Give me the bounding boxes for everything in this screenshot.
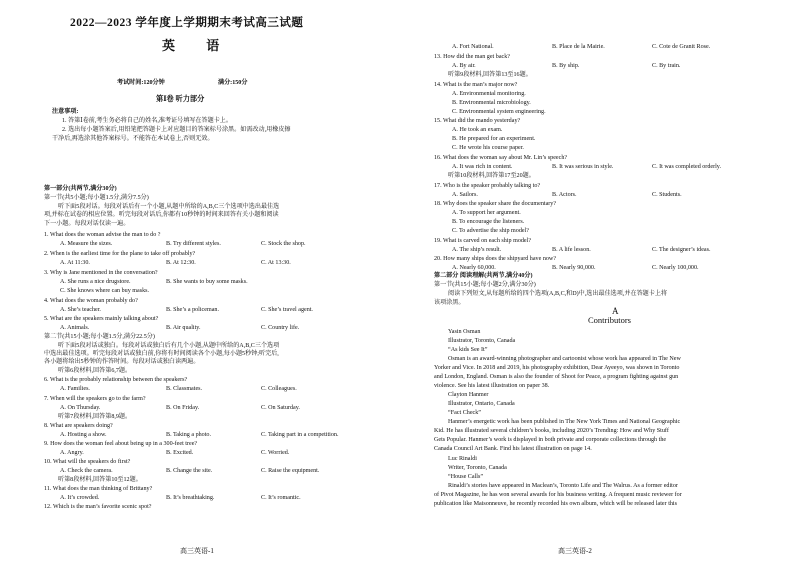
q13-option-c: C. By train. [652,63,681,69]
question-20: 20. How many ships does the shipyard have now? [434,256,557,262]
passage-letter: A [612,306,619,316]
q7-option-c: C. On Saturday. [261,405,300,411]
contributor-2-bio-2: Kid. He has illustrated several children’s books, including 2020’s Trending: How and Why Stuff [434,428,669,434]
section2-instructions: 听下面5段对话或独白。每段对话或独白后有几个小题,从题中所给的A,B,C三个选项 [58,343,280,349]
q1-option-c: C. Stock the shop. [261,241,306,247]
q4-option-c: C. She’s travel agent. [261,307,313,313]
question-4: 4. What does the woman probably do? [44,298,138,304]
q3-option-b: B. She wants to buy some masks. [166,279,248,285]
section2-instructions-2: 中选出最佳选项。听完每段对话或独白前,你将有时间阅读各个小题,每小题5秒钟;听完后, [44,351,279,357]
q7-option-a: A. On Thursday. [60,405,101,411]
q9-option-c: C. Worried. [261,450,290,456]
part2-instructions-2: 该项涂黑。 [434,300,465,306]
q11-option-b: B. It’s breathtaking. [166,495,215,501]
q6-option-b: B. Classmates. [166,386,203,392]
q19-option-c: C. The designer’s ideas. [652,247,711,253]
q12-option-b: B. Place de la Mairie. [552,44,605,50]
q13-option-a: A. By air. [452,63,476,69]
q18-option-c: C. To advertise the ship model? [452,228,529,234]
q10-option-a: A. Check the camera. [60,468,113,474]
q17-option-a: A. Sailors. [452,192,478,198]
q11-option-a: A. It’s crowded. [60,495,100,501]
q18-option-b: B. To encourage the listeners. [452,219,525,225]
q10-option-b: B. Change the site. [166,468,213,474]
q14-option-b: B. Environmental microbiology. [452,100,531,106]
question-11: 11. What does the man thinking of Brittany? [44,486,153,492]
question-15: 15. What did the mando yesterday? [434,118,521,124]
q12-option-c: C. Cote de Granit Rose. [652,44,711,50]
note-2: 2. 选出每小题答案后,用铅笔把答题卡上对应题目的答案标号涂黑。如需改动,用橡皮擦 [62,127,291,133]
contributor-2-location: Illustrator, Ontario, Canada [448,401,515,407]
q9-option-b: B. Excited. [166,450,194,456]
q2-option-a: A. At 11:30. [60,260,90,266]
contributor-2-bio-4: Canada Council Art Bank. Find his latest illustration on page 14. [434,446,592,452]
contributor-2-bio-3: Gets Popular. Hanmer’s work is displayed in both private and corporate collections through the [434,437,667,443]
contributor-3-bio-2: of Pivot Magazine, he has won several awards for his business writing. A frequent music reviewer for [434,492,682,498]
q3-option-a: A. She runs a nice drugstore. [60,279,131,285]
section1-sub: 第一节(共5小题;每小题1.5分,满分7.5分) [44,195,149,201]
question-8: 8. What are speakers doing? [44,423,113,429]
q17-option-c: C. Students. [652,192,682,198]
q20-option-c: C. Nearly 100,000. [652,265,699,271]
q20-option-a: A. Nearly 60,000. [452,265,496,271]
contributor-1-bio-2: Yorker and Vice. In 2018 and 2019, his photography exhibition, Dear Ayeeyo, was shown in Toronto [434,365,680,371]
part2-sub: 第一节(共15小题;每小题2分,满分30分) [434,282,536,288]
question-7: 7. When will the speakers go to the farm? [44,396,146,402]
q1-option-b: B. Try different styles. [166,241,221,247]
question-2: 2. When is the earliest time for the plane to take off probably? [44,251,196,257]
passage-title: Contributors [588,315,631,325]
section1-instructions-2: 项,并标在试卷的相应位置。听完每段对话后,你都有10秒钟的时间来回答有关小题和阅读 [44,212,279,218]
material-10-note: 听第10段材料,回答第17至20题。 [448,173,535,179]
q15-option-c: C. He wrote his course paper. [452,145,524,151]
q12-option-a: A. Fort National. [452,44,494,50]
note-1: 1. 答第Ⅰ卷前,考生务必将自己的姓名,准考证号填写在答题卡上。 [62,118,232,124]
part2-heading: 第二部分 阅读理解(共两节,满分40分) [434,273,533,279]
material-9-note: 听第9段材料,回答第13至16题。 [448,72,532,78]
page-footer-right: 高三英语-2 [558,547,592,555]
contributor-3-bio: Rinaldi’s stories have appeared in Maclean’s, Toronto Life and The Walrus. As a former editor [448,483,678,489]
contributor-3-name: Luc Rinaldi [448,456,477,462]
q4-option-b: B. She’s a policeman. [166,307,219,313]
contributor-1-bio-3: and London, England. Osman is also the founder of Shoot for Peace, a program fighting against gun [434,374,679,380]
material-7-note: 听第7段材料,回答第8,9题。 [58,414,132,420]
exam-score: 满分:150分 [218,80,248,86]
page-footer-left: 高三英语-1 [180,547,214,555]
right-page [400,0,794,562]
question-19: 19. What is carved on each ship model? [434,238,532,244]
q7-option-b: B. On Friday. [166,405,200,411]
q11-option-c: C. It’s romantic. [261,495,301,501]
question-10: 10. What will the speakers do first? [44,459,131,465]
q19-option-a: A. The ship’s result. [452,247,502,253]
section1-heading: 第一部分(共两节,满分30分) [44,186,117,192]
q9-option-a: A. Angry. [60,450,84,456]
q16-option-c: C. It was completed orderly. [652,164,721,170]
exam-title: 2022—2023 学年度上学期期末考试高三试题 [70,17,304,29]
notes-title: 注意事项: [52,109,79,115]
q3-option-c: C. She knows where can buy masks. [60,288,150,294]
q2-option-b: B. At 12:30. [166,260,196,266]
contributor-2-bio: Hanmer’s energetic work has been published in The New York Times and National Geographic [448,419,681,425]
q20-option-b: B. Nearly 90,000. [552,265,596,271]
question-16: 16. What does the woman say about Mr. Lin’s speech? [434,155,568,161]
question-5: 5. What are the speakers mainly talking about? [44,316,159,322]
q8-option-a: A. Hosting a show. [60,432,107,438]
q8-option-c: C. Taking part in a competition. [261,432,339,438]
q16-option-b: B. It was serious in style. [552,164,614,170]
note-2-cont: 干净后,再选涂其他答案标号。不能答在本试卷上,否则无效。 [52,136,214,142]
contributor-3-work: “House Calls” [448,474,484,480]
section1-instructions-3: 下一小题。每段对话仅读一遍。 [44,221,130,227]
material-8-note: 听第8段材料,回答第10至12题。 [58,477,142,483]
exam-time: 考试时间:120分钟 [117,80,165,86]
question-12: 12. Which is the man’s favorite scenic spot? [44,504,152,510]
q17-option-b: B. Actors. [552,192,577,198]
contributor-3-location: Writer, Toronto, Canada [448,465,507,471]
part1-title: 第Ⅰ卷 听力部分 [156,95,205,103]
contributor-1-work: “As kids See It” [448,347,488,353]
question-13: 13. How did the man get back? [434,54,510,60]
question-6: 6. What is the probably relationship between the speakers? [44,377,188,383]
q2-option-c: C. At 13:30. [261,260,291,266]
q14-option-a: A. Environmental monitoring. [452,91,526,97]
q15-option-b: B. He prepared for an experiment. [452,136,536,142]
question-1: 1. What does the woman advise the man to do ? [44,232,161,238]
q10-option-c: C. Raise the equipment. [261,468,320,474]
q5-option-a: A. Animals. [60,325,90,331]
contributor-1-bio-4: violence. See his latest illustration on paper 38. [434,383,550,389]
question-9: 9. How does the woman feel about being up in a 300-feet tree? [44,441,198,447]
q1-option-a: A. Measure the sizes. [60,241,113,247]
q6-option-c: C. Colleagues. [261,386,297,392]
part2-instructions: 阅读下列短文,从每题所给的四个选项(A,B,C,和D)中,选出最佳选项,并在答题卡上将 [448,291,668,297]
question-17: 17. Who is the speaker probably talking to? [434,183,541,189]
contributor-1-name: Yasin Osman [448,329,481,335]
q5-option-c: C. Country life. [261,325,300,331]
q5-option-b: B. Air quality. [166,325,201,331]
q16-option-a: A. It was rich in content. [452,164,513,170]
q18-option-a: A. To support her argument. [452,210,521,216]
section1-instructions: 听下面5段对话。每段对话后有一个小题,从题中所给的A,B,C三个选项中选出最佳选 [58,204,280,210]
question-3: 3. Why is Jane mentioned in the conversation? [44,270,158,276]
q19-option-b: B. A life lesson. [552,247,591,253]
q4-option-a: A. She’s teacher. [60,307,101,313]
contributor-3-bio-3: publication like Maisonneuve, he recently recorded his own album, which will be released later this [434,501,677,507]
q14-option-c: C. Environmental system engineering. [452,109,546,115]
contributor-2-work: “Fact Check” [448,410,481,416]
q15-option-a: A. He took an exam. [452,127,503,133]
question-14: 14. What is the man’s major now? [434,82,518,88]
contributor-2-name: Clayton Hanmer [448,392,489,398]
q13-option-b: B. By ship. [552,63,580,69]
subject-title: 英 语 [162,38,234,53]
q6-option-a: A. Families. [60,386,90,392]
section2-sub: 第二节(共15小题;每小题1.5分,满分22.5分) [44,334,155,340]
question-18: 18. Why does the speaker share the documentary? [434,201,557,207]
section2-instructions-3: 各小题将给出5秒钟的作答时间。每段对话或独白读两遍。 [44,359,200,365]
contributor-1-bio: Osman is an award-winning photographer and cartoonist whose work has appeared in The New [448,356,681,362]
contributor-1-location: Illustrator, Toronto, Canada [448,338,516,344]
material-6-note: 听第6段材料,回答第6,7题。 [58,368,132,374]
q8-option-b: B. Taking a photo. [166,432,211,438]
